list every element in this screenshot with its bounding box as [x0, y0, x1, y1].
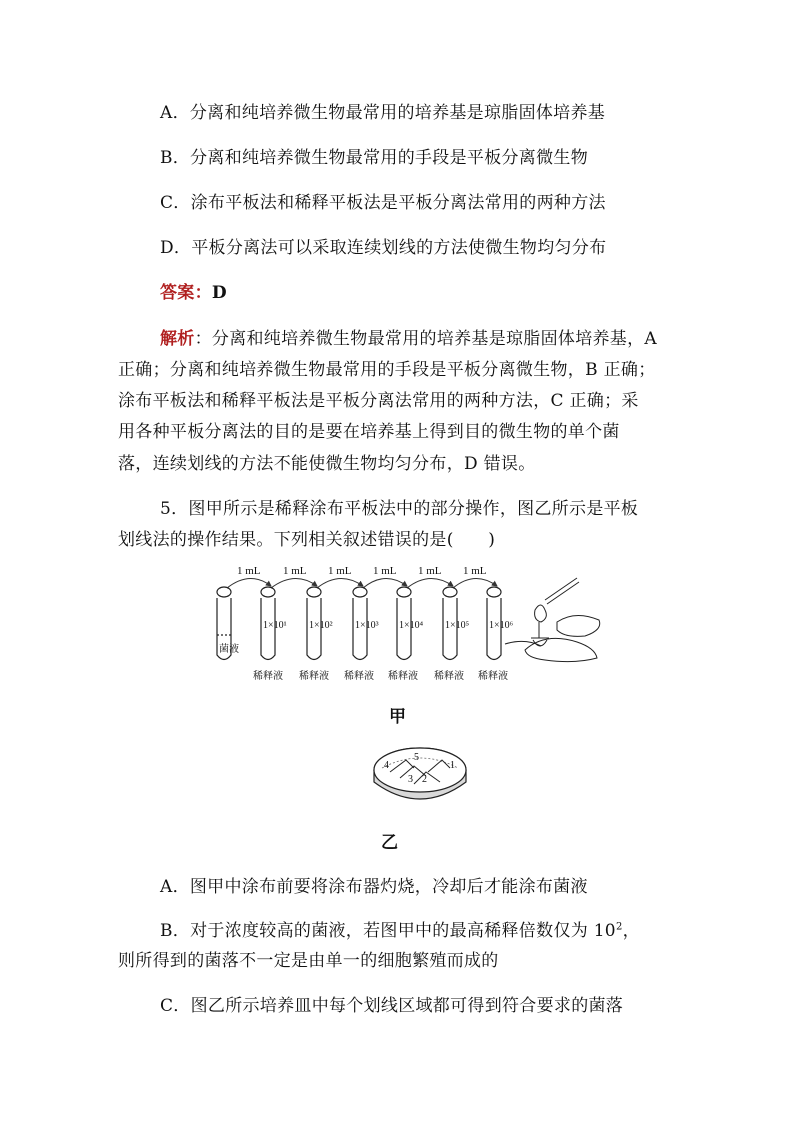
transfer-label-5: 1 mL: [418, 565, 442, 577]
dilution-figure: [205, 560, 625, 685]
spreader-flame-illustration: [505, 578, 600, 662]
q5-option-b-line-2: 则所得到的菌落不一定是由单一的细胞繁殖而成的: [118, 951, 499, 971]
tube-label-5: 1×10⁵: [445, 620, 470, 631]
figure-jia-caption: 甲: [389, 707, 406, 727]
question5-line-1: 5．图甲所示是稀释涂布平板法中的部分操作，图乙所示是平板: [160, 499, 639, 519]
zone-number-2: 2: [422, 774, 427, 785]
analysis-line-2: 正确；分离和纯培养微生物最常用的手段是平板分离微生物，B 正确；: [118, 360, 656, 380]
transfer-label-2: 1 mL: [283, 565, 307, 577]
diluent-label-5: 稀释液: [434, 671, 464, 682]
analysis-line-1: [160, 324, 657, 349]
transfer-label-3: 1 mL: [328, 565, 352, 577]
answer-label: 答案: [160, 283, 195, 303]
analysis-line-3: 涂布平板法和稀释平板法是平板分离法常用的两种方法，C 正确；采: [118, 391, 639, 411]
option-c: C．涂布平板法和稀释平板法是平板分离法常用的两种方法: [160, 193, 606, 213]
transfer-label-6: 1 mL: [463, 565, 487, 577]
q5-option-b-line-1: [160, 916, 640, 941]
tube-label-2: 1×10²: [309, 620, 333, 631]
analysis-line-5: 落，连续划线的方法不能使微生物均匀分布，D 错误。: [118, 454, 536, 474]
analysis-line-4: 用各种平板分离法的目的是要在培养基上得到目的微生物的单个菌: [118, 422, 620, 442]
answer-line: [160, 278, 227, 303]
option-b: B．分离和纯培养微生物最常用的手段是平板分离微生物: [160, 148, 588, 168]
zone-number-1: 1: [450, 760, 455, 771]
q5-option-b-comma: ，: [622, 921, 640, 941]
transfer-label-4: 1 mL: [373, 565, 397, 577]
answer-sep: ：: [194, 283, 212, 303]
tube-label-6: 1×10⁶: [489, 620, 514, 631]
analysis-label: 解析: [160, 329, 195, 349]
option-a: A．分离和纯培养微生物最常用的培养基是琼脂固体培养基: [160, 103, 606, 123]
option-d: D．平板分离法可以采取连续划线的方法使微生物均匀分布: [160, 238, 607, 258]
analysis-first: ：分离和纯培养微生物最常用的培养基是琼脂固体培养基，A: [194, 329, 657, 349]
zone-number-3: 3: [408, 774, 413, 785]
diluent-label-4: 稀释液: [388, 671, 418, 682]
diluent-label-2: 稀释液: [299, 671, 329, 682]
q5-option-b-exponent: 2: [615, 921, 623, 933]
transfer-label-1: 1 mL: [237, 565, 261, 577]
zone-number-4: 4: [384, 760, 389, 771]
diluent-label-3: 稀释液: [344, 671, 374, 682]
q5-option-b-text: B．对于浓度较高的菌液，若图甲中的最高稀释倍数仅为 10: [160, 921, 616, 941]
diluent-label-1: 稀释液: [253, 671, 283, 682]
tube-label-3: 1×10³: [355, 620, 379, 631]
tube-label-1: 1×10¹: [263, 620, 287, 631]
diluent-label-6: 稀释液: [478, 671, 508, 682]
zone-number-5: 5: [414, 752, 419, 763]
tube-label-4: 1×10⁴: [399, 620, 424, 631]
question5-line-2: 划线法的操作结果。下列相关叙述错误的是( ): [118, 530, 496, 550]
streak-plate-figure: [370, 738, 470, 810]
q5-option-c: C．图乙所示培养皿中每个划线区域都可得到符合要求的菌落: [160, 996, 624, 1016]
figure-yi-caption: 乙: [381, 833, 398, 853]
answer-value: D: [211, 283, 227, 303]
q5-option-a: A．图甲中涂布前要将涂布器灼烧，冷却后才能涂布菌液: [160, 877, 588, 897]
bacteria-liquid-label: 菌液: [219, 644, 239, 655]
